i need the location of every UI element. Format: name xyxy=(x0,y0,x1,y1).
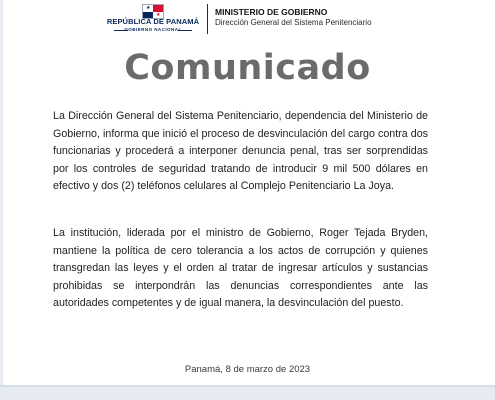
footer-bar-accent xyxy=(0,385,495,387)
paragraph-1: La Dirección General del Sistema Penitenciario, dependencia del Ministerio de Gobierno, informa que inició el proceso de desvinculación del cargo contra dos funcionarias y procederá a interponer denuncia penal, tras ser sorprendidas por los controles de seguridad tratando de introducir 9 mil 500 dólares en efectivo y dos (2) teléfonos celulares al Complejo Penitenciario La Joya. xyxy=(53,110,428,192)
header-vertical-divider xyxy=(207,4,208,34)
country-name: REPÚBLICA DE PANAMÁ xyxy=(106,17,200,26)
ministry-name: MINISTERIO DE GOBIERNO xyxy=(215,7,328,17)
divider-line xyxy=(178,30,192,31)
blue-star-icon: ★ xyxy=(146,5,151,11)
dateline: Panamá, 8 de marzo de 2023 xyxy=(184,364,311,375)
page-title: Comunicado xyxy=(124,48,371,88)
red-star-icon: ★ xyxy=(156,11,161,18)
footer-bar xyxy=(0,385,495,400)
national-government-label: GOBIERNO NACIONAL xyxy=(124,27,182,32)
directorate-name: Dirección General del Sistema Penitenciario xyxy=(215,18,372,27)
paragraph-2: La institución, liderada por el ministro de Gobierno, Roger Tejada Bryden, mantiene la política de cero tolerancia a los actos de corrupción y quienes transgredan las leyes y el orden al tratar de ingresar artículos y sustancias prohibidas se interpondrán las denuncias correspondientes ante las autoridades competentes y de igual manera, la desvinculación del puesto. xyxy=(53,227,428,309)
letterhead xyxy=(0,0,495,42)
